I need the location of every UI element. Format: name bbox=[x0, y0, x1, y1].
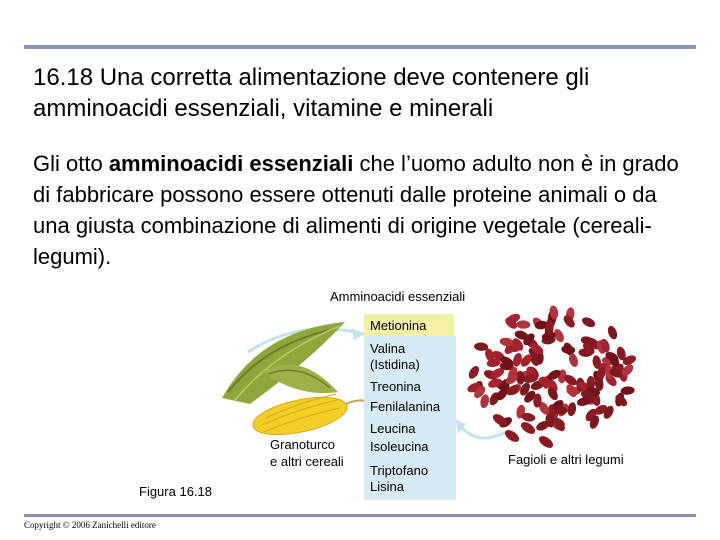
bean-icon bbox=[516, 320, 530, 329]
slide-title: 16.18 Una corretta alimentazione deve contenere gli amminoacidi essenziali, vitamine e minerali bbox=[33, 64, 590, 122]
body-prefix: Gli otto bbox=[33, 151, 109, 176]
amino-treonina: Treonina bbox=[370, 379, 421, 394]
copyright-text: Copyright © 2006 Zanichelli editore bbox=[24, 520, 156, 530]
cereals-label-line1: Granoturco bbox=[270, 437, 336, 452]
bean-icon bbox=[537, 434, 555, 451]
bean-icon bbox=[503, 428, 521, 445]
legumes-label: Fagioli e altri legumi bbox=[508, 452, 624, 467]
amino-isoleucina: Isoleucina bbox=[370, 439, 429, 454]
cereals-label-line2: e altri cereali bbox=[270, 454, 344, 469]
body-bold-term: amminoacidi essenziali bbox=[108, 151, 354, 176]
amino-lisina: Lisina bbox=[370, 479, 404, 494]
amino-fenilalanina: Fenilalanina bbox=[370, 399, 441, 414]
amino-istidina: (Istidina) bbox=[370, 357, 420, 372]
figure-number: Figura 16.18 bbox=[139, 484, 212, 499]
bean-icon bbox=[580, 315, 596, 329]
bean-icon bbox=[567, 402, 577, 417]
body-suffix: che l’uomo adulto non è in grado di fabbricare possono essere ottenuti dalle proteine animali o da una giusta combinazione di alimenti di origine vegetale (cereali-legumi). bbox=[33, 151, 679, 269]
cereals-label bbox=[270, 436, 344, 470]
amino-valina: Valina bbox=[370, 341, 406, 356]
amino-triptofano: Triptofano bbox=[370, 463, 429, 478]
bean-icon bbox=[606, 325, 619, 341]
bottom-rule bbox=[24, 514, 696, 517]
arrow-head-left-icon bbox=[352, 328, 364, 340]
amino-leucina: Leucina bbox=[370, 421, 416, 436]
amino-metionina: Metionina bbox=[364, 314, 454, 336]
bean-icon bbox=[467, 364, 482, 380]
bean-icon bbox=[519, 420, 537, 437]
figure-caption: Amminoacidi essenziali bbox=[330, 289, 466, 304]
beans-icon bbox=[466, 305, 637, 450]
